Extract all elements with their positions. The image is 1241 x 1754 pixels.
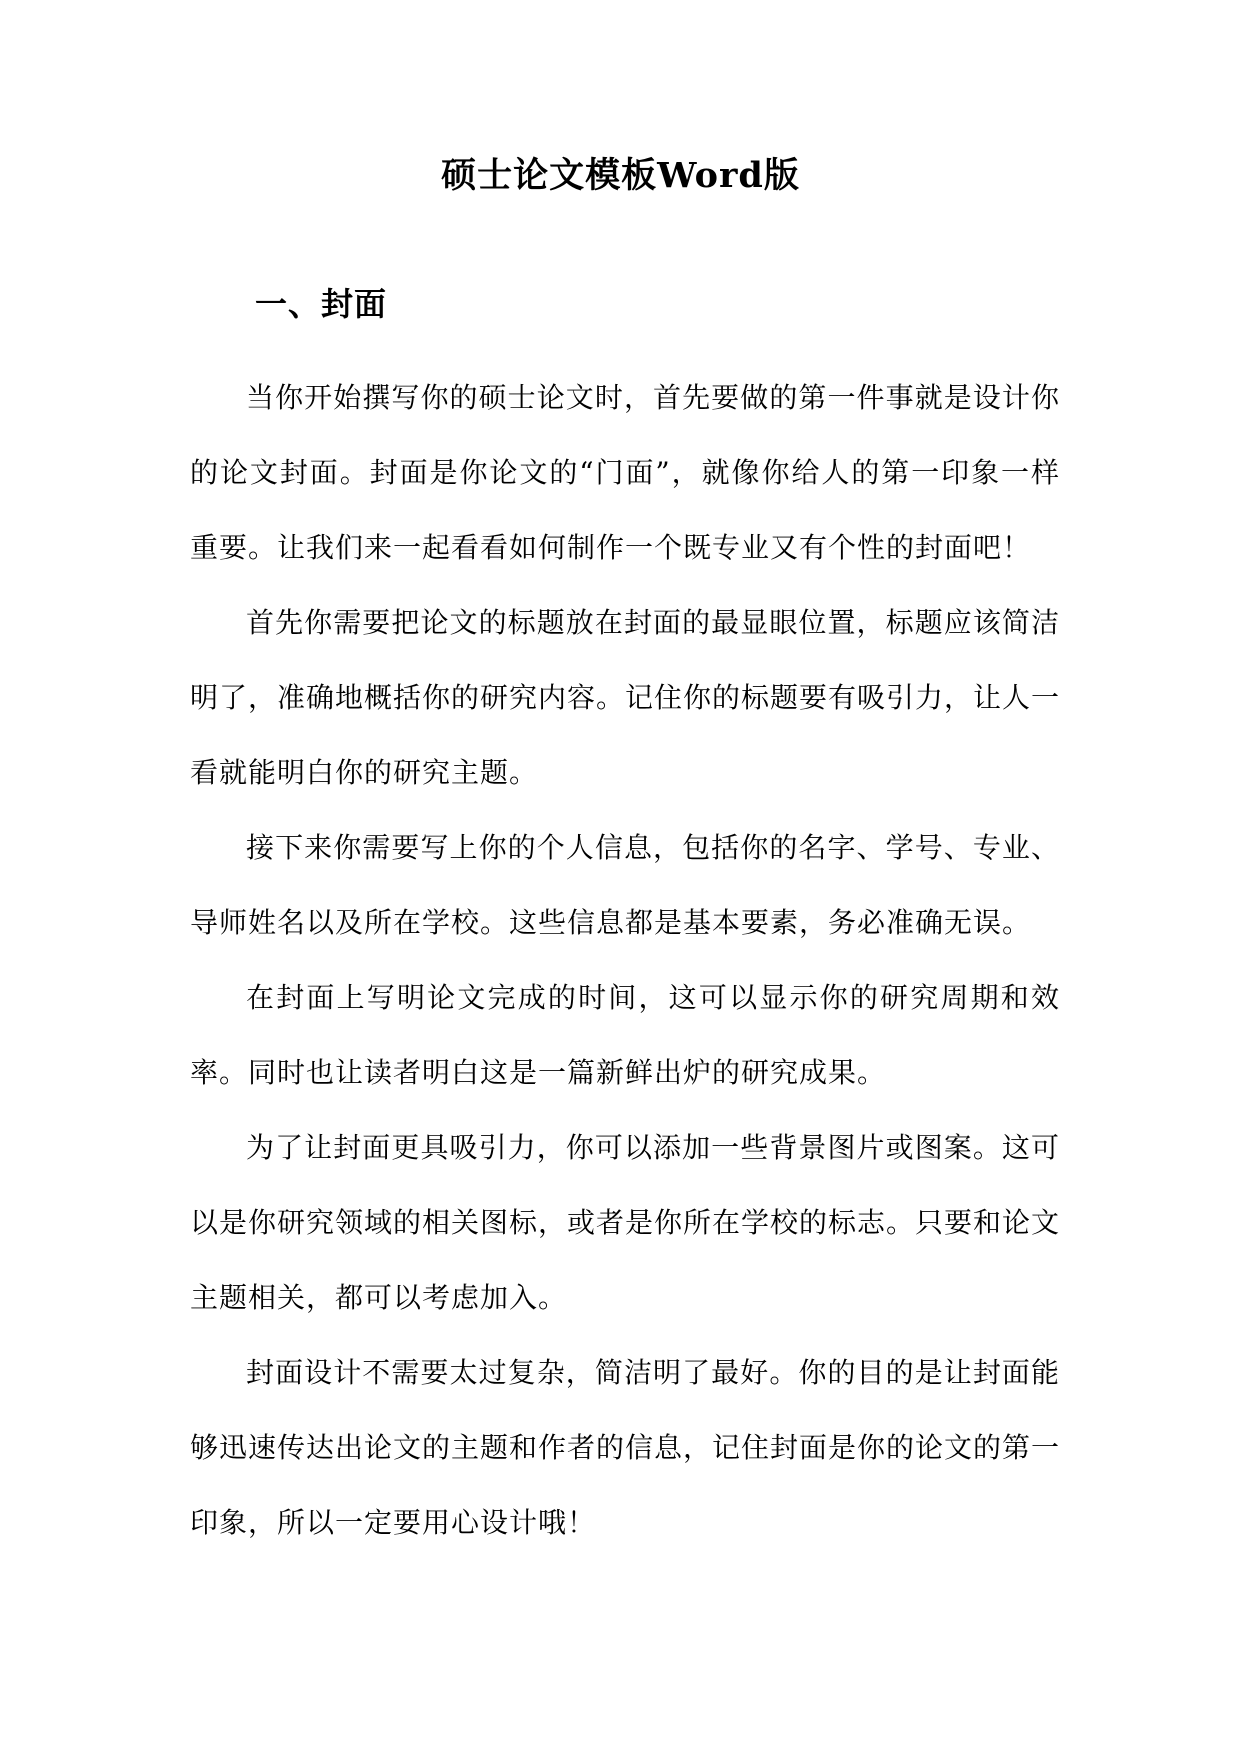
paragraph: 封面设计不需要太过复杂，简洁明了最好。你的目的是让封面能够迅速传达出论文的主题和作者的信息，记住封面是你的论文的第一印象，所以一定要用心设计哦！ — [190, 1356, 1061, 1539]
document-title: 硕士论文模板Word版 — [441, 155, 800, 196]
paragraph: 为了让封面更具吸引力，你可以添加一些背景图片或图案。这可以是你研究领域的相关图标，或者是你所在学校的标志。只要和论文主题相关，都可以考虑加入。 — [190, 1131, 1061, 1314]
paragraph: 接下来你需要写上你的个人信息，包括你的名字、学号、专业、导师姓名以及所在学校。这些信息都是基本要素，务必准确无误。 — [190, 831, 1060, 939]
paragraph: 首先你需要把论文的标题放在封面的最显眼位置，标题应该简洁明了，准确地概括你的研究内容。记住你的标题要有吸引力，让人一看就能明白你的研究主题。 — [190, 606, 1061, 789]
paragraph: 在封面上写明论文完成的时间，这可以显示你的研究周期和效率。同时也让读者明白这是一篇新鲜出炉的研究成果。 — [190, 981, 1060, 1089]
body-text — [190, 360, 1060, 1560]
section-heading: 一、封面 — [255, 285, 388, 323]
paragraph: 当你开始撰写你的硕士论文时，首先要做的第一件事就是设计你的论文封面。封面是你论文的“门面”，就像你给人的第一印象一样重要。让我们来一起看看如何制作一个既专业又有个性的封面吧！ — [190, 381, 1060, 564]
